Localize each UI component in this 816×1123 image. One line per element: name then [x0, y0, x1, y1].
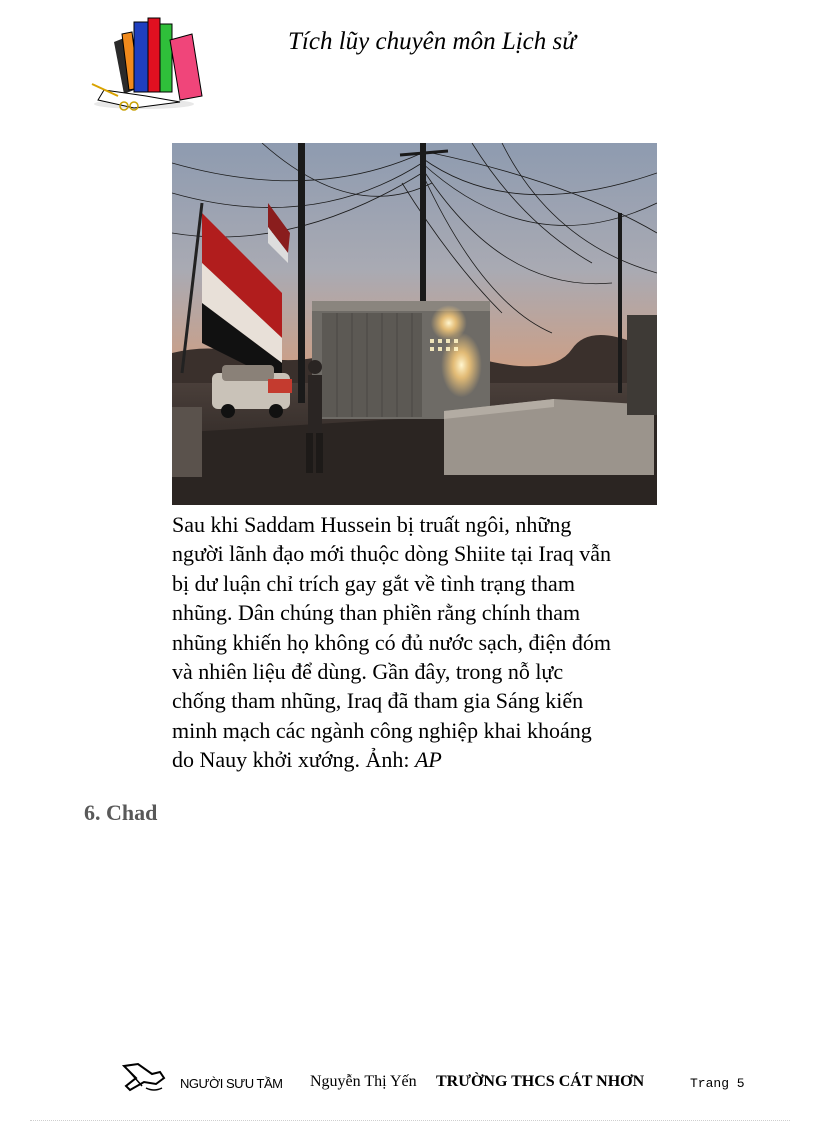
photo-caption: [172, 510, 662, 775]
caption-line: do Nauy khởi xướng. Ảnh:: [172, 747, 415, 773]
caption-line: minh mạch các ngành công nghiệp khai khoáng: [172, 717, 592, 743]
collector-label: NGƯỜI SƯU TẦM: [180, 1076, 283, 1091]
books-icon: [84, 14, 206, 114]
photo-credit: AP: [414, 747, 442, 773]
author-name: Nguyễn Thị Yến: [310, 1073, 417, 1090]
caption-line: người lãnh đạo mới thuộc dòng Shiite tại Iraq vẫn: [172, 541, 612, 567]
page-number: Trang 5: [690, 1076, 745, 1091]
school-name: TRƯỜNG THCS CÁT NHƠN: [436, 1073, 645, 1090]
caption-line: nhũng khiến họ không có đủ nước sạch, điện đóm: [172, 629, 612, 655]
section-heading: 6. Chad: [84, 800, 158, 825]
page-header-title: Tích lũy chuyên môn Lịch sử: [288, 28, 576, 55]
caption-line: Sau khi Saddam Hussein bị truất ngôi, những: [172, 512, 572, 537]
writing-hand-icon: [122, 1060, 166, 1094]
caption-last-line: [172, 745, 662, 774]
caption-line: nhũng. Dân chúng than phiền rằng chính tham: [172, 600, 581, 626]
footer-divider: [30, 1120, 790, 1121]
page-footer: [0, 1060, 816, 1100]
checkpoint-sunset-photo: [172, 143, 657, 505]
caption-line: và nhiên liệu để dùng. Gần đây, trong nỗ lực: [172, 659, 564, 685]
caption-line: chống tham nhũng, Iraq đã tham gia Sáng kiến: [172, 688, 584, 714]
caption-line: bị dư luận chỉ trích gay gắt về tình trạng tham: [172, 570, 575, 596]
